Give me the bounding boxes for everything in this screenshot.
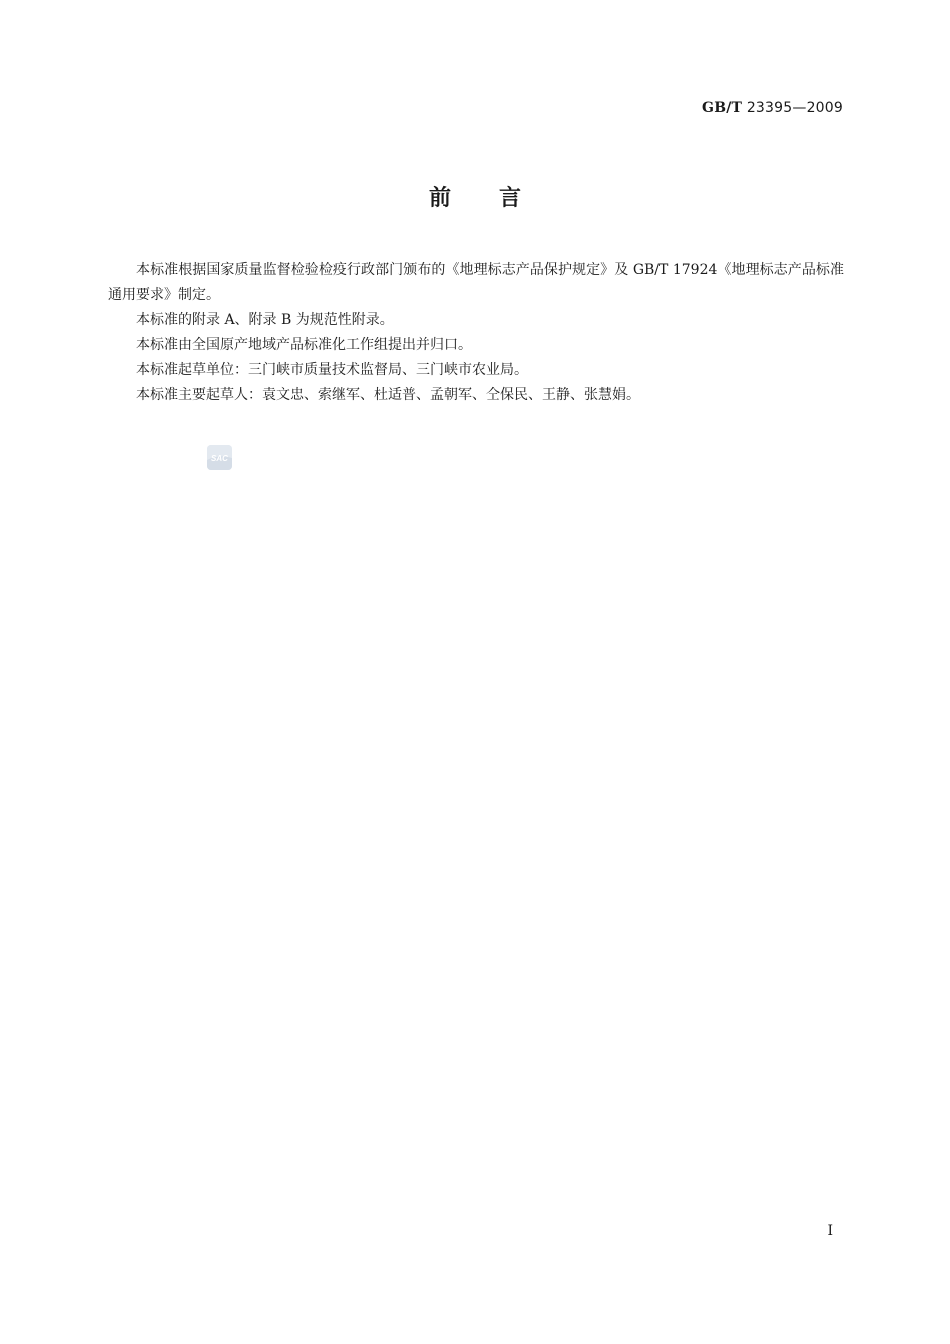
sac-logo-text: SAC [211,454,228,463]
standard-prefix: GB/T [702,100,743,116]
paragraph-basis: 本标准根据国家质量监督检验检疫行政部门颁布的《地理标志产品保护规定》及 GB/T 17924《地理标志产品标准通用要求》制定。 [108,262,844,303]
page-number: I [827,1223,833,1239]
paragraph-appendix: 本标准的附录 A、附录 B 为规范性附录。 [136,312,394,328]
page-title: 前言 [428,186,569,211]
paragraph-drafters: 本标准主要起草人：袁文忠、索继军、杜适普、孟朝军、仝保民、王静、张慧娟。 [136,387,640,403]
sac-logo-graphic [207,445,232,470]
foreword-body [108,258,844,408]
sac-logo-icon [207,445,232,470]
standard-number: 23395—2009 [746,100,843,116]
paragraph-proposer: 本标准由全国原产地域产品标准化工作组提出并归口。 [136,337,472,353]
standard-code [702,100,843,116]
paragraph-drafting-units: 本标准起草单位：三门峡市质量技术监督局、三门峡市农业局。 [136,362,528,378]
